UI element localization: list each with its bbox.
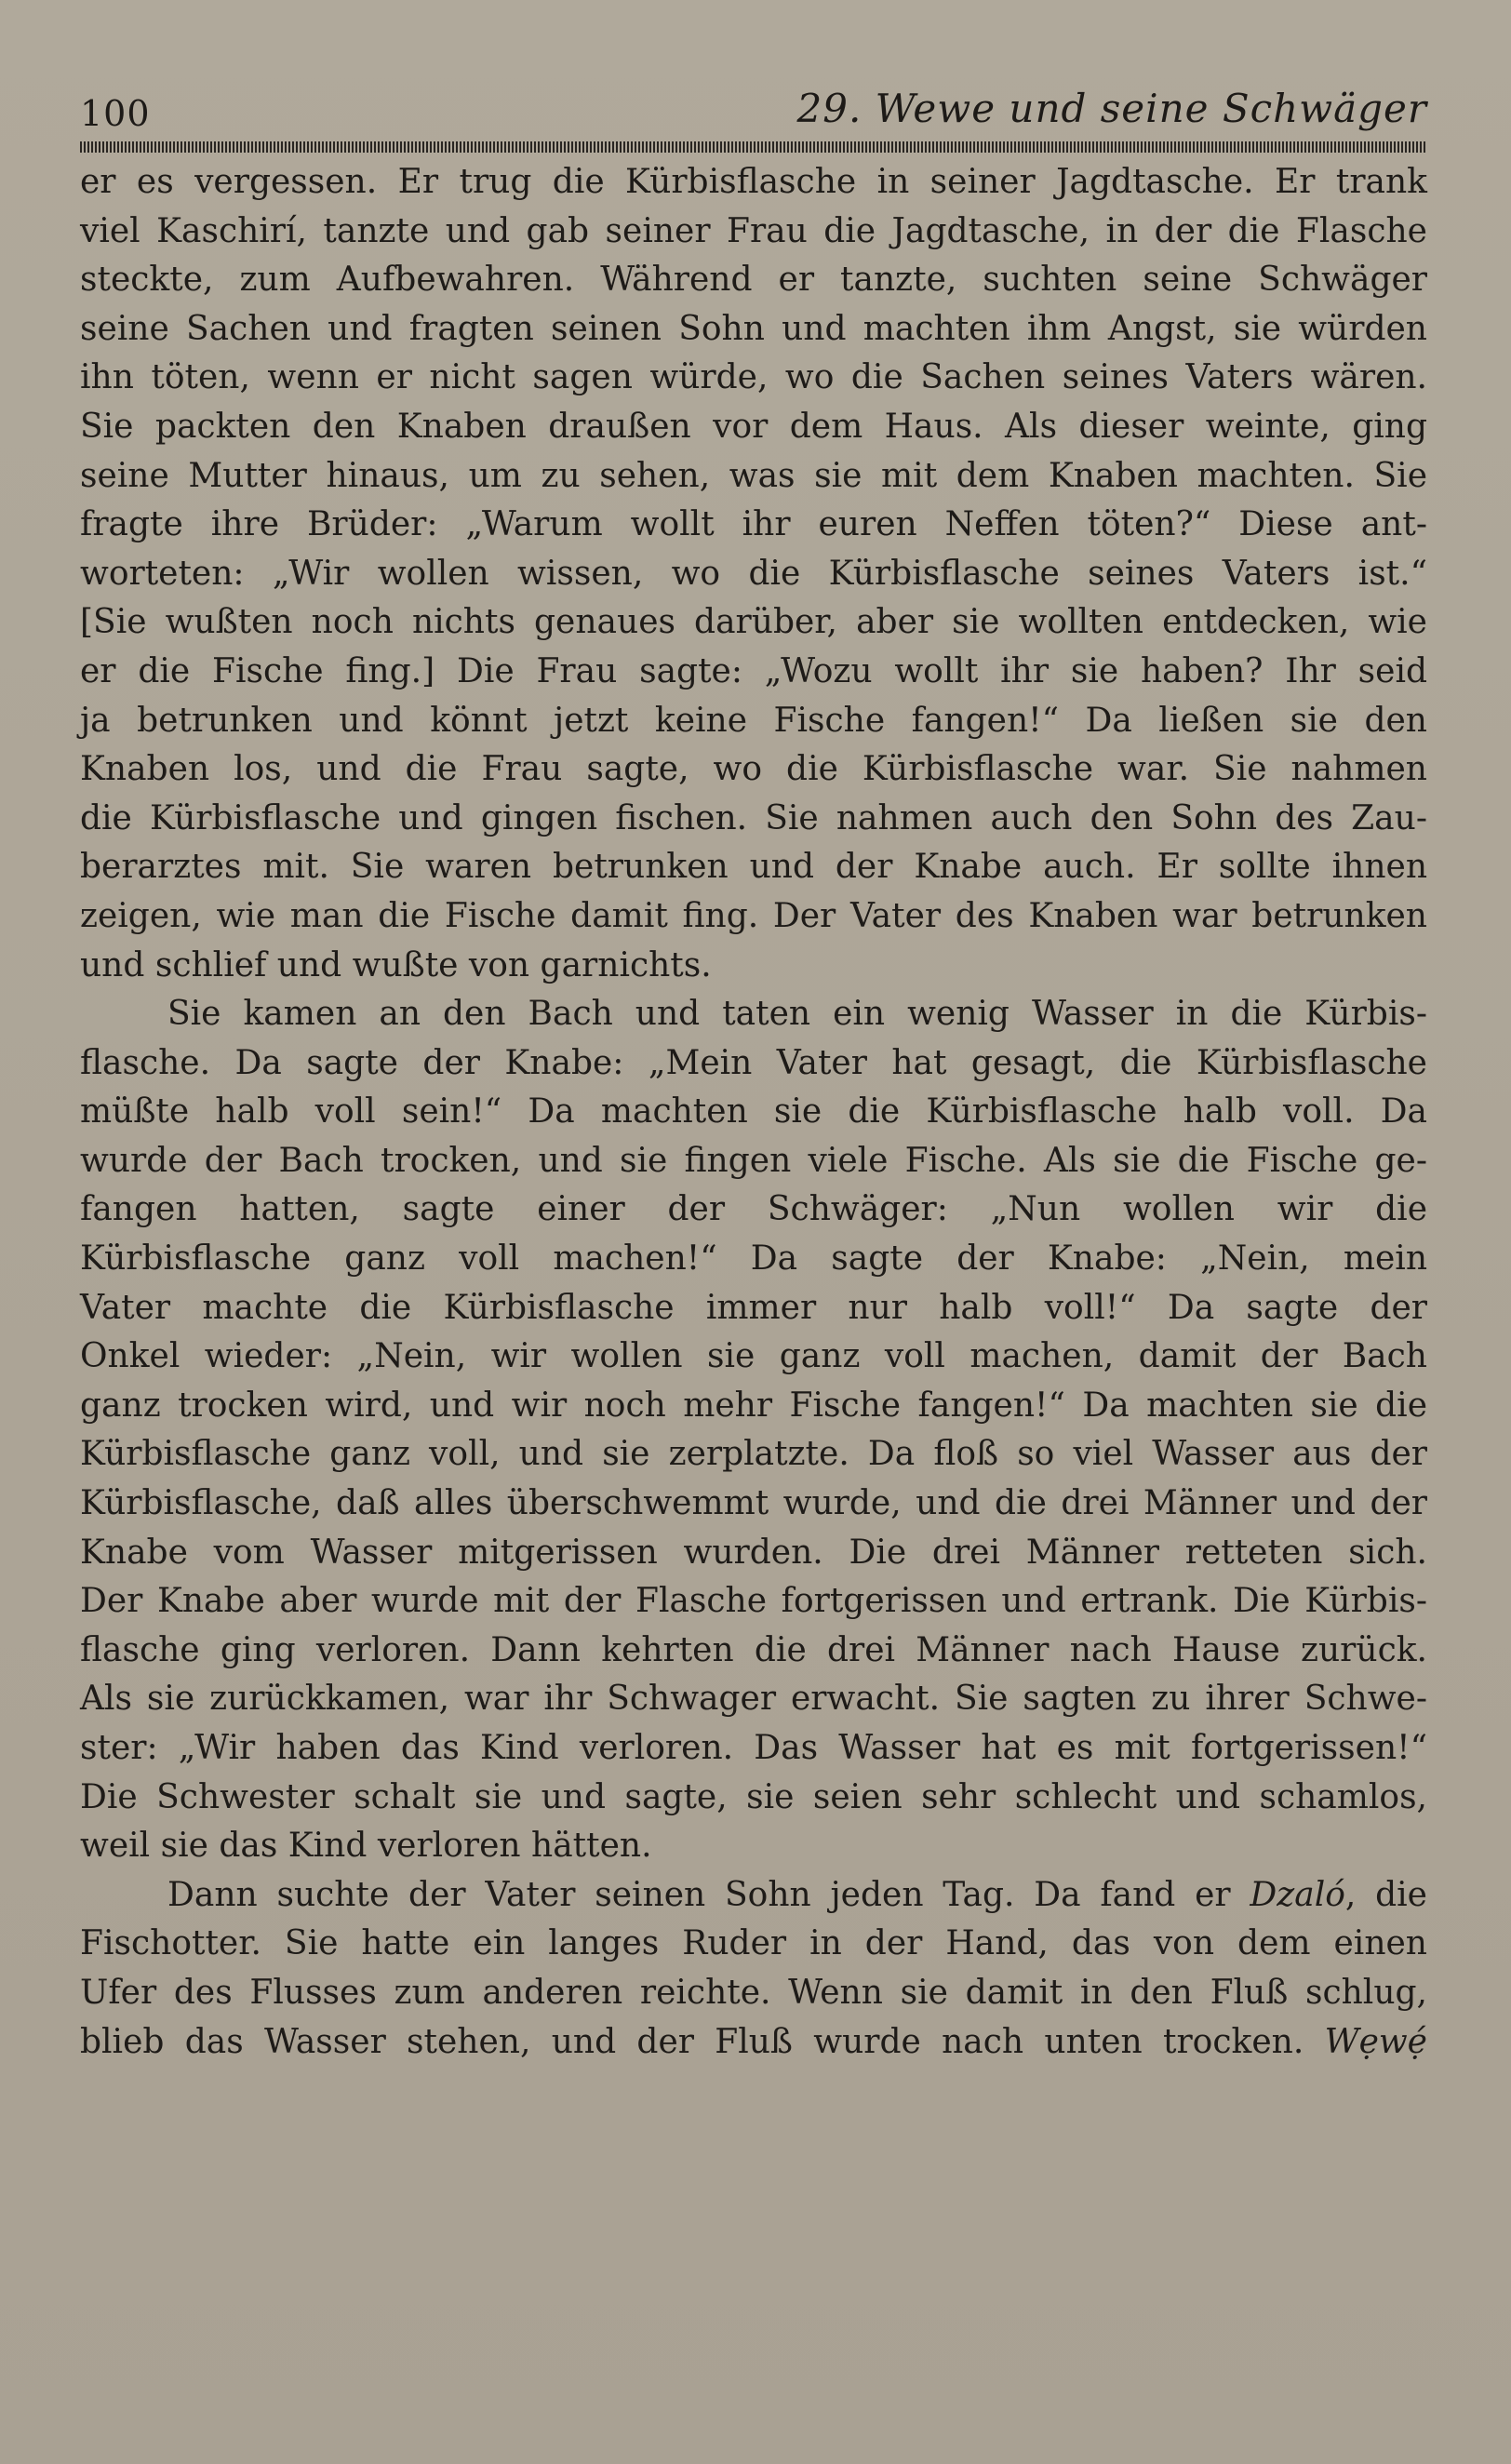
text-line: flasche. Da sagte der Knabe: „Mein Vater hat gesagt, die Kürbisflasche [80,1043,1427,1082]
text-line: Kürbisflasche, daß alles überschwemmt wurde, und die drei Männer und der [80,1484,1427,1523]
text-line: die Kürbisflasche und gingen fischen. Sie nahmen auch den Sohn des Zau- [80,798,1427,837]
text-line: zeigen, wie man die Fische damit fing. Der Vater des Knaben war betrunken [80,896,1427,935]
text-line: Onkel wieder: „Nein, wir wollen sie ganz voll machen, damit der Bach [80,1337,1427,1376]
page-number: 100 [80,93,151,134]
text-line: Ufer des Flusses zum anderen reichte. Wenn sie damit in den Fluß schlug, [80,1973,1427,2012]
italic-term: Dzaló [1250,1875,1345,1914]
text-line: Die Schwester schalt sie und sagte, sie seien sehr schlecht und schamlos, [80,1777,1427,1816]
text-line: Knaben los, und die Frau sagte, wo die Kürbisflasche war. Sie nahmen [80,750,1427,789]
text-line: er die Fische fing.] Die Frau sagte: „Wozu wollt ihr sie haben? Ihr seid [80,651,1427,690]
body-text [80,158,1427,2067]
text-line: er es vergessen. Er trug die Kürbisflasche in seiner Jagdtasche. Er trank [80,163,1427,201]
text-line: wurde der Bach trocken, und sie fingen viele Fische. Als sie die Fische ge- [80,1141,1427,1180]
text-line: Sie packten den Knaben draußen vor dem Haus. Als dieser weinte, ging [80,407,1427,446]
text-line: blieb das Wasser stehen, und der Fluß wurde nach unten trocken. Wẹwẹ́ [80,2022,1427,2061]
text-line: ja betrunken und könnt jetzt keine Fische fangen!“ Da ließen sie den [80,701,1427,740]
text-line: weil sie das Kind verloren hätten. [80,1827,652,1866]
text-line: seine Sachen und fragten seinen Sohn und machten ihm Angst, sie würden [80,309,1427,348]
text-line: Sie kamen an den Bach und taten ein wenig Wasser in die Kürbis- [167,995,1427,1034]
text-line: Vater machte die Kürbisflasche immer nur halb voll!“ Da sagte der [80,1288,1427,1327]
running-title: 29. Wewe und seine Schwäger [796,86,1427,131]
text-line: Fischotter. Sie hatte ein langes Ruder in der Hand, das von dem einen [80,1924,1427,1963]
text-line: Kürbisflasche ganz voll machen!“ Da sagte der Knabe: „Nein, mein [80,1239,1427,1279]
text-line: berarztes mit. Sie waren betrunken und der Knabe auch. Er sollte ihnen [80,848,1427,887]
text-line: worteten: „Wir wollen wissen, wo die Kürbisflasche seines Vaters ist.“ [80,554,1427,593]
text-line: Knabe vom Wasser mitgerissen wurden. Die drei Männer retteten sich. [80,1533,1427,1572]
text-line: und schlief und wußte von garnichts. [80,945,712,984]
text-line: Dann suchte der Vater seinen Sohn jeden Tag. Da fand er Dzaló, die [167,1875,1427,1914]
text-line: ihn töten, wenn er nicht sagen würde, wo die Sachen seines Vaters wären. [80,358,1427,397]
text-line: müßte halb voll sein!“ Da machten sie die Kürbisflasche halb voll. Da [80,1092,1427,1132]
text-line: ganz trocken wird, und wir noch mehr Fische fangen!“ Da machten sie die [80,1386,1427,1425]
text-line: fragte ihre Brüder: „Warum wollt ihr euren Neffen töten?“ Diese ant- [80,505,1427,544]
text-line: steckte, zum Aufbewahren. Während er tanzte, suchten seine Schwäger [80,261,1427,300]
text-line: ster: „Wir haben das Kind verloren. Das Wasser hat es mit fortgerissen!“ [80,1729,1427,1767]
text-line: fangen hatten, sagte einer der Schwäger: „Nun wollen wir die [80,1190,1427,1229]
italic-term: Wẹwẹ́ [1324,2022,1427,2061]
text-line: Kürbisflasche ganz voll, und sie zerplatzte. Da floß so viel Wasser aus der [80,1435,1427,1474]
page-header [80,86,1427,141]
text-line: Als sie zurückkamen, war ihr Schwager erwacht. Sie sagten zu ihrer Schwe- [80,1680,1427,1719]
header-rule [80,141,1427,153]
text-line: viel Kaschirí, tanzte und gab seiner Frau die Jagdtasche, in der die Flasche [80,211,1427,250]
text-line: Der Knabe aber wurde mit der Flasche fortgerissen und ertrank. Die Kürbis- [80,1582,1427,1621]
text-line: [Sie wußten noch nichts genaues darüber, aber sie wollten entdecken, wie [80,603,1427,642]
text-line: flasche ging verloren. Dann kehrten die drei Männer nach Hause zurück. [80,1630,1427,1669]
text-line: seine Mutter hinaus, um zu sehen, was sie mit dem Knaben machten. Sie [80,456,1427,495]
